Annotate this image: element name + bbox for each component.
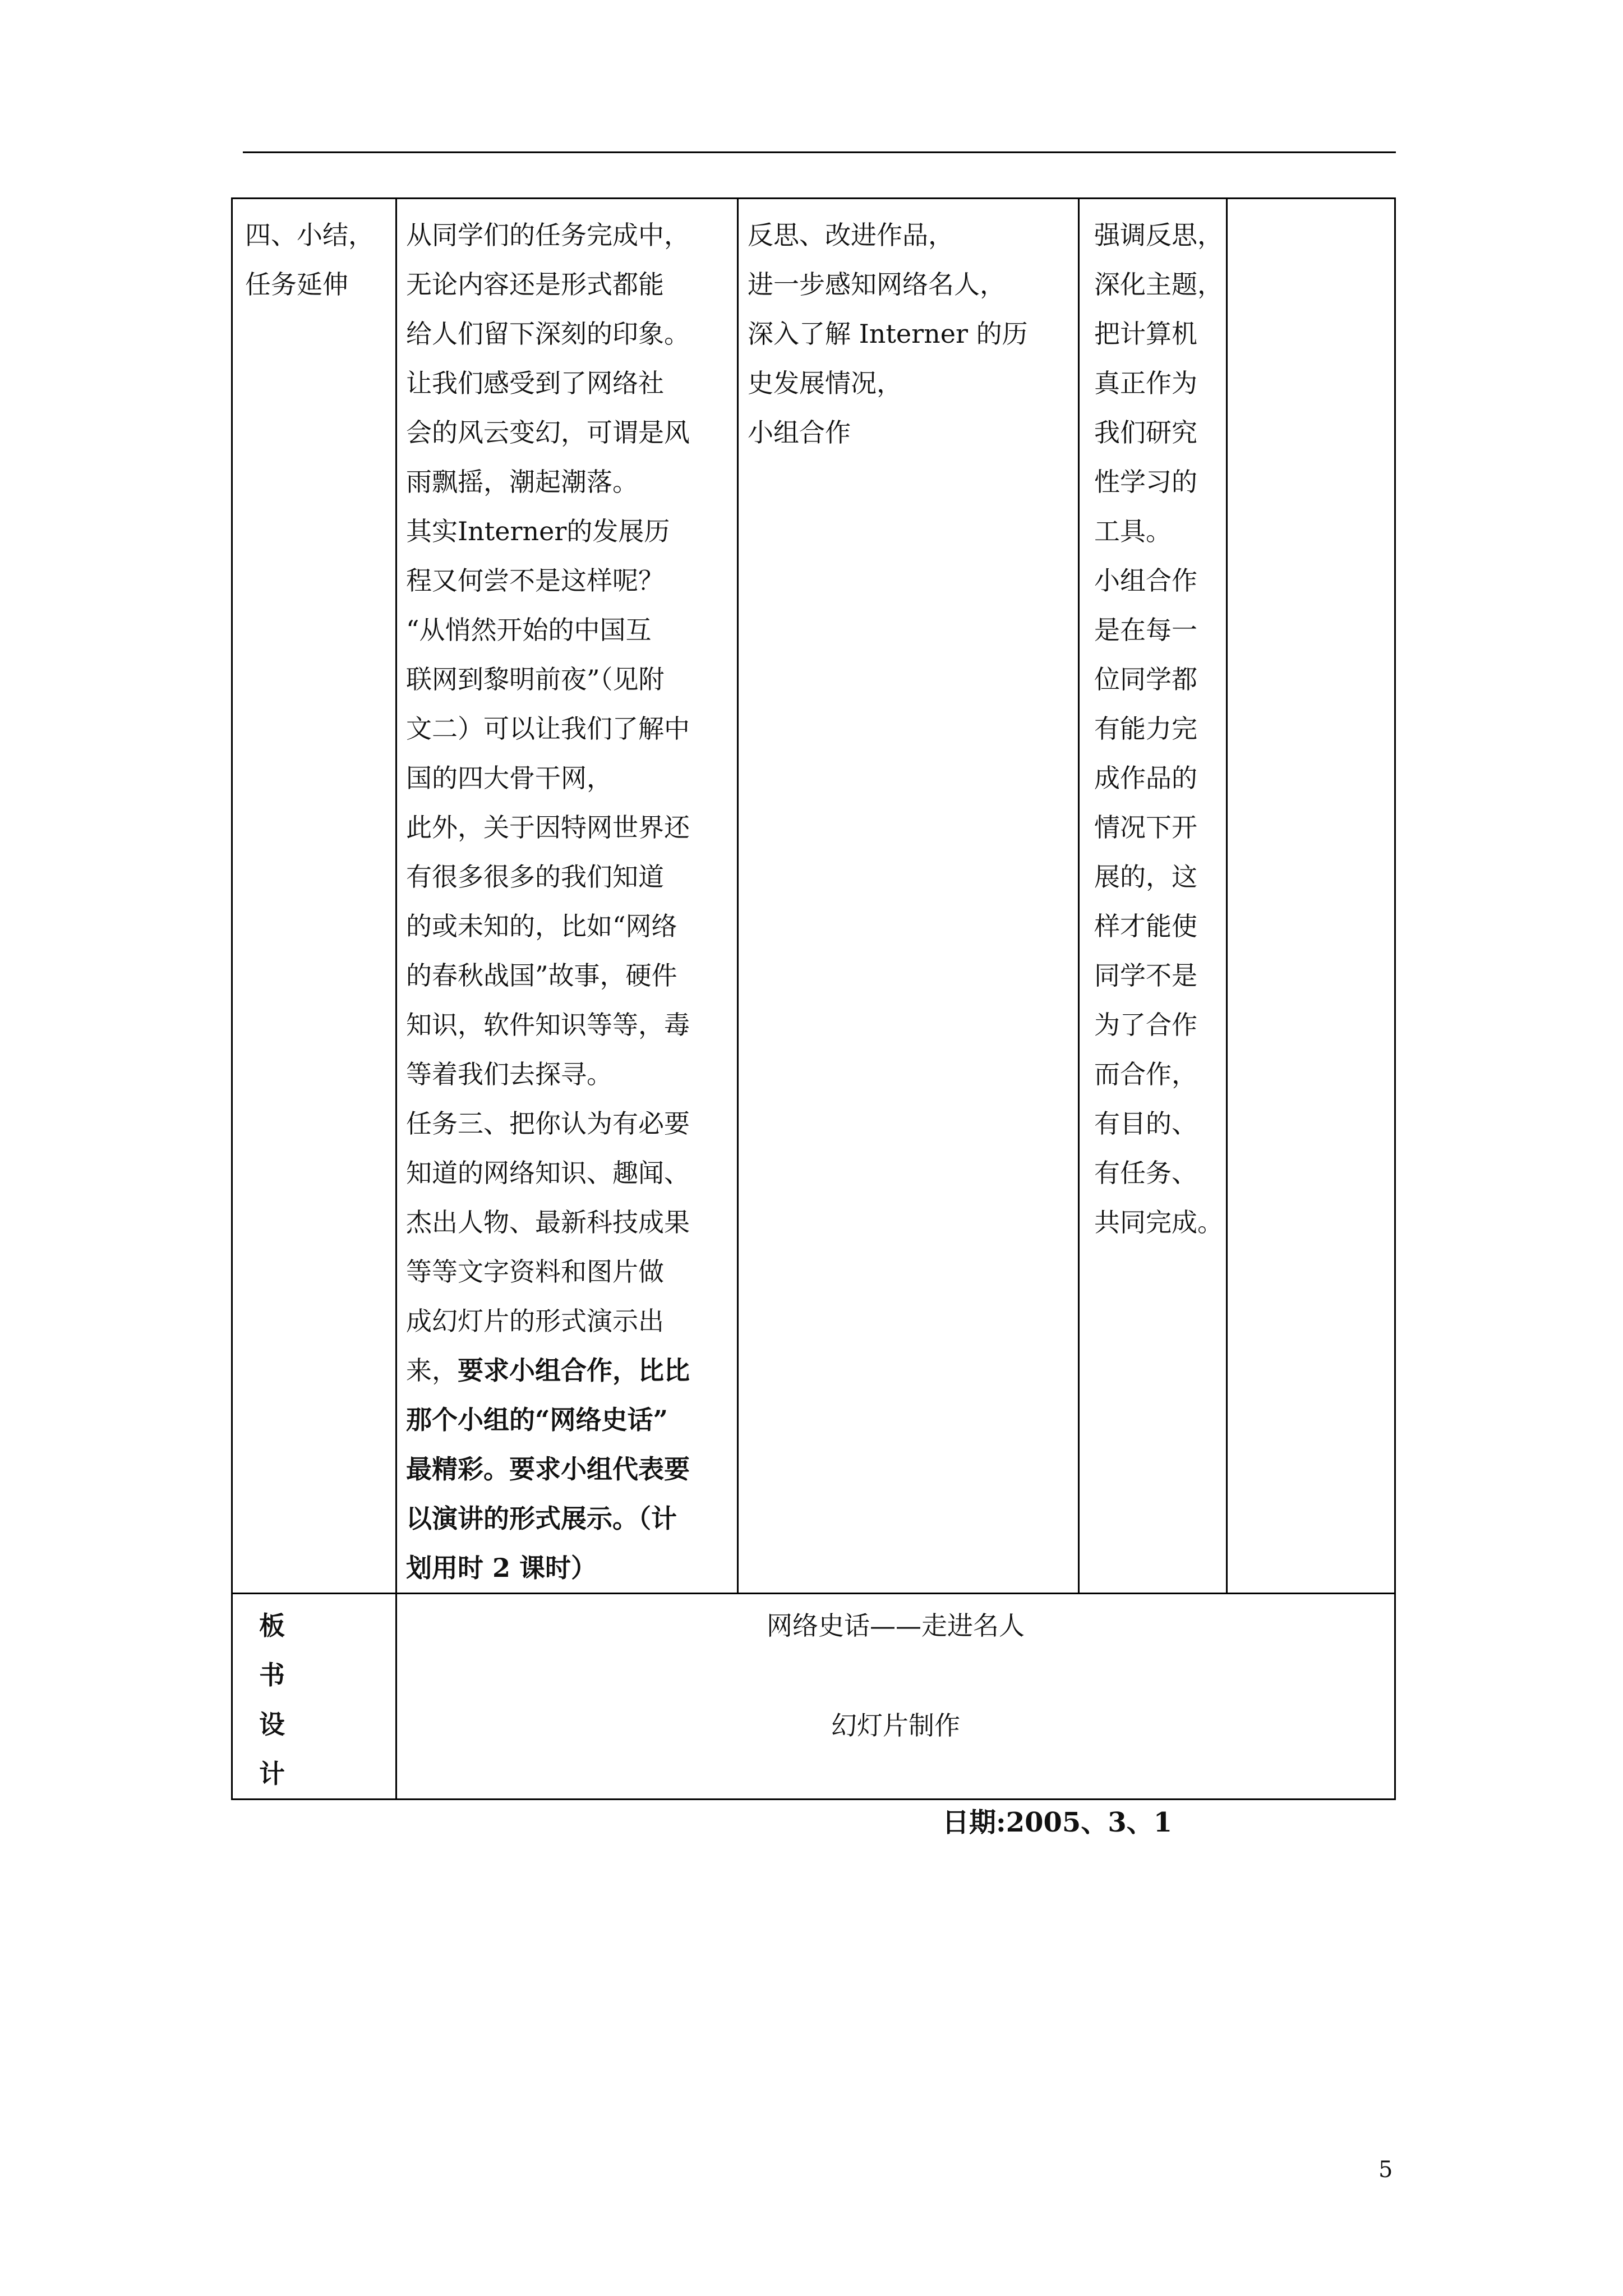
design-intent-cell: [1079, 199, 1227, 1594]
teacher-activity-bold-line: 最精彩。要求小组代表要: [406, 1454, 690, 1484]
teacher-activity-line: 给人们留下深刻的印象。: [406, 319, 690, 349]
teacher-activity-line: 其实Interner的发展历: [406, 516, 670, 546]
teacher-activity-line: 的或未知的，比如“网络: [406, 911, 677, 941]
teacher-activity-text: [397, 199, 737, 1593]
teacher-activity-line: 联网到黎明前夜”（见附: [406, 664, 665, 694]
teacher-activity-cell: [396, 199, 738, 1594]
teacher-activity-line: 让我们感受到了网络社: [406, 368, 664, 398]
teacher-activity-line: 文二）可以让我们了解中: [406, 714, 690, 744]
board-design-label-cell: [232, 1594, 396, 1800]
teacher-activity-line: 的春秋战国”故事，硬件: [406, 960, 677, 991]
teacher-activity-bold-line: 要求小组合作，比比: [458, 1355, 690, 1386]
teacher-activity-line: 会的风云变幻，可谓是风: [406, 417, 690, 448]
notes-text: [1228, 199, 1394, 210]
page-number: 5: [1378, 2157, 1393, 2183]
student-activity-text: 反思、改进作品， 进一步感知网络名人， 深入了解 Interner 的历 史发展情况， 小组合作: [748, 220, 1028, 448]
teacher-activity-line: 知道的网络知识、趣闻、: [406, 1158, 690, 1188]
teacher-activity-line: 有很多很多的我们知道: [406, 862, 664, 892]
design-intent-text: 强调反思， 深化主题， 把计算机 真正作为 我们研究 性学习的 工具。 小组合作 是在每一 位同学都 有能力完 成作品的 情况下开 展的，这 样才能使 同学不是 为了合作 而合作， 有目的、 有任务、 共同完成。: [1094, 220, 1223, 1237]
teacher-activity-line: 任务三、把你认为有必要: [406, 1108, 690, 1139]
board-design-title: 网络史话——走进名人: [767, 1611, 1025, 1641]
teacher-activity-line: 等着我们去探寻。: [406, 1059, 612, 1089]
board-design-subtitle: 幻灯片制作: [831, 1710, 960, 1741]
date-line: 日期:2005、3、1: [942, 1807, 1173, 1838]
teacher-activity-line: 国的四大骨干网，: [406, 763, 612, 793]
teacher-activity-line: 杰出人物、最新科技成果: [406, 1207, 690, 1237]
board-design-content-cell: [396, 1594, 1395, 1800]
teacher-activity-line: 无论内容还是形式都能: [406, 269, 664, 300]
teacher-activity-line: 此外，关于因特网世界还: [406, 812, 690, 843]
board-design-row: [232, 1594, 1395, 1800]
teacher-activity-line: 知识，软件知识等等，毒: [406, 1010, 690, 1040]
stage-label: 四、小结， 任务延伸: [245, 220, 374, 300]
teacher-activity-line: 从同学们的任务完成中，: [406, 220, 690, 250]
student-activity-cell: [738, 199, 1079, 1594]
teacher-activity-line: 成幻灯片的形式演示出: [406, 1306, 664, 1336]
teacher-activity-line: 程又何尝不是这样呢？: [406, 565, 664, 596]
teacher-activity-line: 等等文字资料和图片做: [406, 1257, 664, 1287]
stage-cell: [232, 199, 396, 1594]
teacher-activity-bold-line: 那个小组的“网络史话”: [406, 1405, 668, 1435]
board-design-label: 板 书 设 计: [259, 1611, 285, 1789]
teacher-activity-line: 来，: [406, 1355, 458, 1386]
teacher-activity-line: 雨飘摇，潮起潮落。: [406, 467, 638, 497]
header-rule: [243, 151, 1396, 153]
teacher-activity-line: “从悄然开始的中国互: [406, 615, 652, 645]
notes-cell: [1227, 199, 1395, 1594]
summary-row: [232, 199, 1395, 1594]
teacher-activity-bold-line: 划用时 2 课时）: [406, 1553, 597, 1583]
lesson-plan-table: [231, 197, 1396, 1800]
teacher-activity-bold-line: 以演讲的形式展示。（计: [406, 1503, 677, 1534]
